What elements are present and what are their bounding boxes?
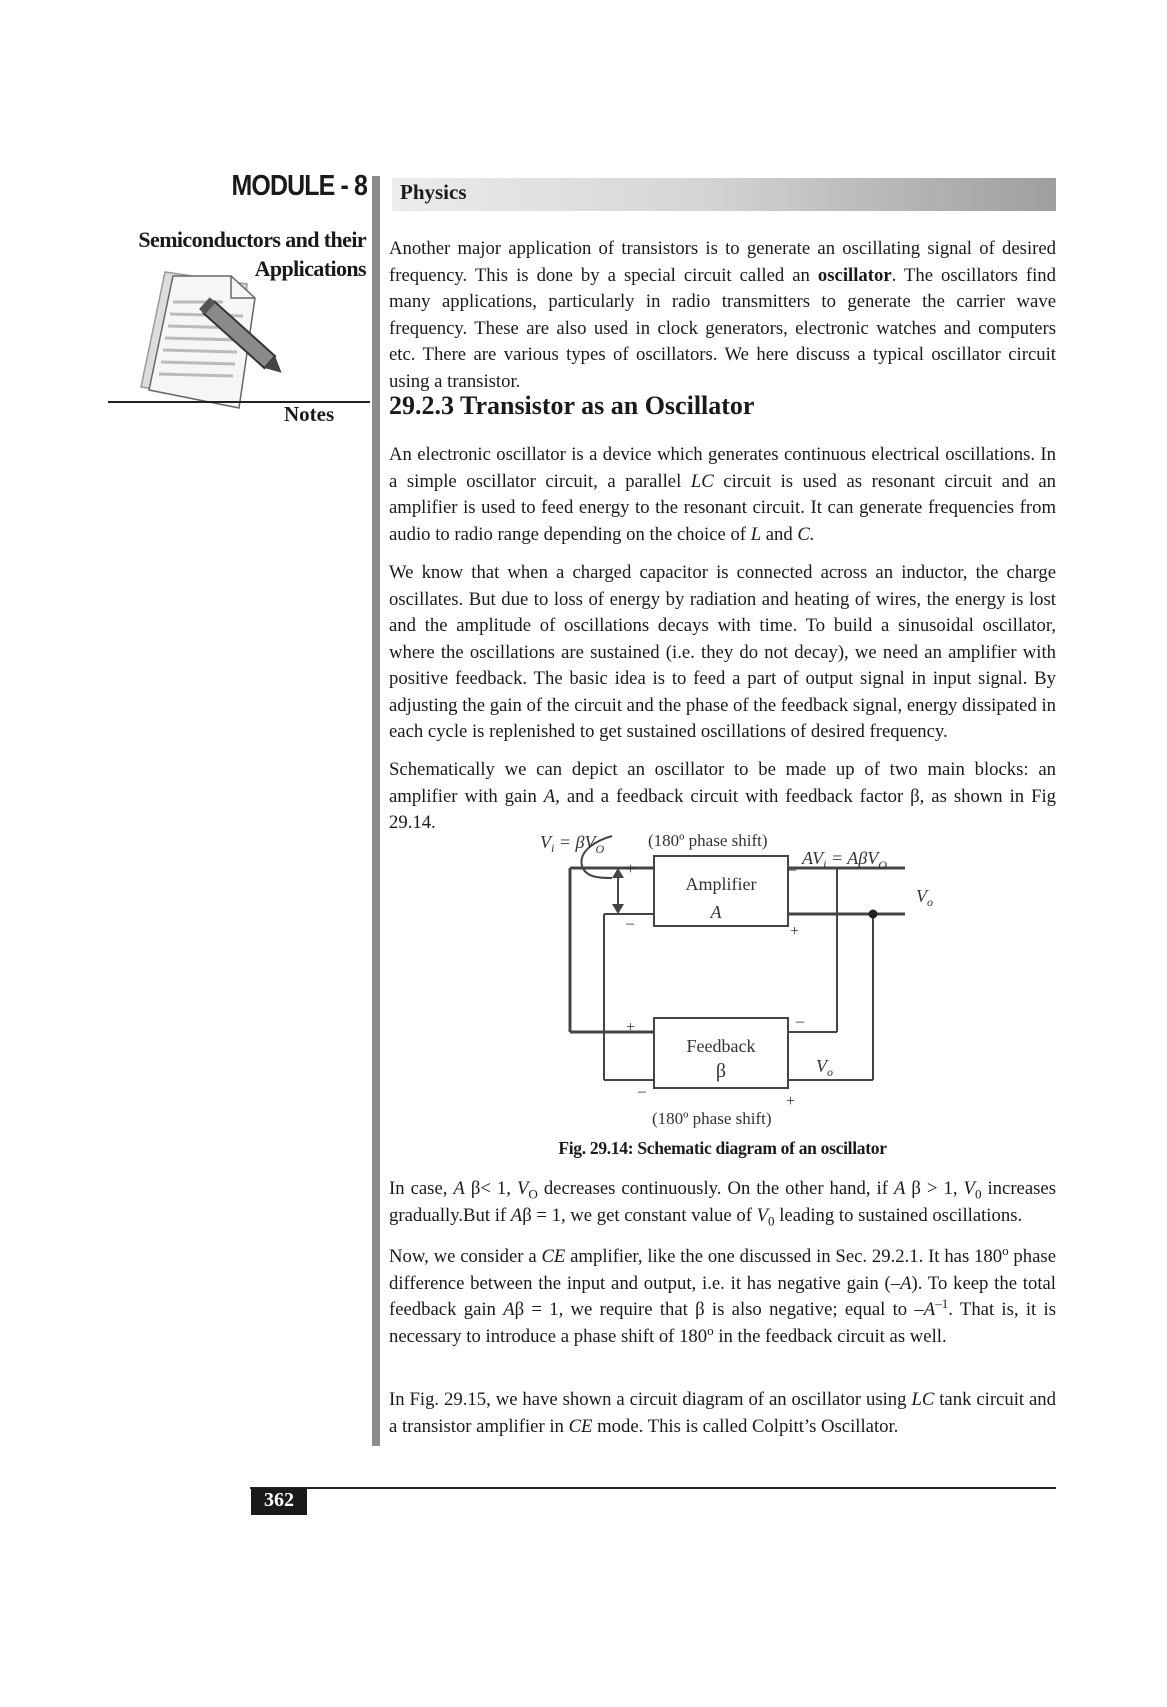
paragraph-colpitts: In Fig. 29.15, we have shown a circuit diagram of an oscillator using LC tank circuit and a transistor amplifier in CE mode. This is called Colpitt’s Oscillator. — [389, 1389, 1056, 1437]
output-voltage-label: $V_o$ — [916, 886, 933, 909]
notes-label: Notes — [284, 402, 335, 426]
footer-rule — [250, 1487, 1056, 1489]
subject-header-band — [392, 178, 1056, 211]
paragraph-gain-condition: In case, A β< 1, $V_O$ decreases continuously. On the other hand, if A β > 1, $V_0$ increases gradually.But if Aβ = 1, we get constant value of $V_0$ leading to sustained oscillations. — [389, 1178, 1056, 1229]
amplifier-gain-symbol: A — [710, 902, 722, 922]
output-node — [869, 910, 878, 919]
fb-plus-output: + — [626, 1019, 636, 1036]
paragraph-ce-amplifier: Now, we consider a CE amplifier, like the one discussed in Sec. 29.2.1. It has 180$^o$ phase difference between the input and output, i.e. it has negative gain (–A). To keep the total feedback gain Aβ = 1, we require that β is also negative; equal to $-A^{-1}$. That is, it is necessary to introduce a phase shift of 180$^o$ in the feedback circuit as well. — [389, 1242, 1056, 1347]
amp-minus-input: – — [626, 915, 634, 932]
amp-minus-output: – — [788, 861, 796, 878]
module-title: MODULE - 8 — [231, 170, 367, 202]
vi-label: $V_i = \beta V_O$ — [540, 832, 605, 856]
paragraph-oscillator-intro: Another major application of transistors is to generate an oscillating signal of desired frequency. This is done by a special circuit called an oscillator. The oscillators find many applications, particularly in radio transmitters to generate the carrier wave frequency. These are also used in clock generators, electronic watches and computers etc. There are various types of oscillators. We here discuss a typical oscillator circuit using a transistor. — [389, 238, 1056, 392]
page-number: 362 — [264, 1489, 294, 1511]
figure-caption: Fig. 29.14: Schematic diagram of an oscillator — [558, 1138, 887, 1158]
side-title-line-1: Semiconductors and their — [138, 227, 366, 252]
feedback-beta-symbol: β — [715, 1060, 727, 1082]
paragraph-schematic-blocks: Schematically we can depict an oscillator to be made up of two main blocks: an amplifier with gain A, and a feedback circuit with feedback factor β, as shown in Fig 29.14. — [389, 759, 1056, 833]
output-gain-label: $AV_i = A\beta V_O$ — [802, 848, 887, 872]
amp-plus-input: + — [626, 861, 636, 878]
amp-plus-output: + — [790, 923, 800, 940]
top-phase-shift-label: (180º phase shift) — [648, 831, 768, 850]
paragraph-positive-feedback: We know that when a charged capacitor is connected across an inductor, the charge oscillates. But due to loss of energy by radiation and heating of wires, the energy is lost and the amplitude of oscillations decays with time. To build a sinusoidal oscillator, where the oscillations are sustained (i.e. they do not decay), we need an amplifier with positive feedback. The basic idea is to feed a part of output signal in input signal. By adjusting the gain of the circuit and the phase of the feedback signal, energy dissipated in each cycle is replenished to get sustained oscillations of desired frequency. — [389, 562, 1057, 742]
side-title-line-2: Applications — [254, 256, 366, 281]
amplifier-label: Amplifier — [685, 874, 757, 894]
fb-minus-output: – — [638, 1083, 646, 1100]
subject-label: Physics — [400, 180, 467, 204]
paragraph-electronic-oscillator: An electronic oscillator is a device which generates continuous electrical oscillations. In a simple oscillator circuit, a parallel LC circuit is used as resonant circuit and an amplifier is used to feed energy to the resonant circuit. It can generate frequencies from audio to radio range depending on the choice of L and C. — [389, 444, 1056, 545]
notes-icon — [135, 262, 295, 422]
bottom-phase-shift-label: (180º phase shift) — [652, 1109, 772, 1128]
fb-plus-input: + — [786, 1093, 796, 1110]
section-heading: 29.2.3 Transistor as an Oscillator — [389, 391, 755, 420]
oscillator-schematic-diagram — [540, 822, 940, 1132]
feedback-vo-label: $V_o$ — [816, 1056, 833, 1079]
feedback-label: Feedback — [686, 1036, 756, 1056]
margin-divider — [372, 176, 380, 1446]
fb-minus-input: – — [796, 1013, 804, 1030]
